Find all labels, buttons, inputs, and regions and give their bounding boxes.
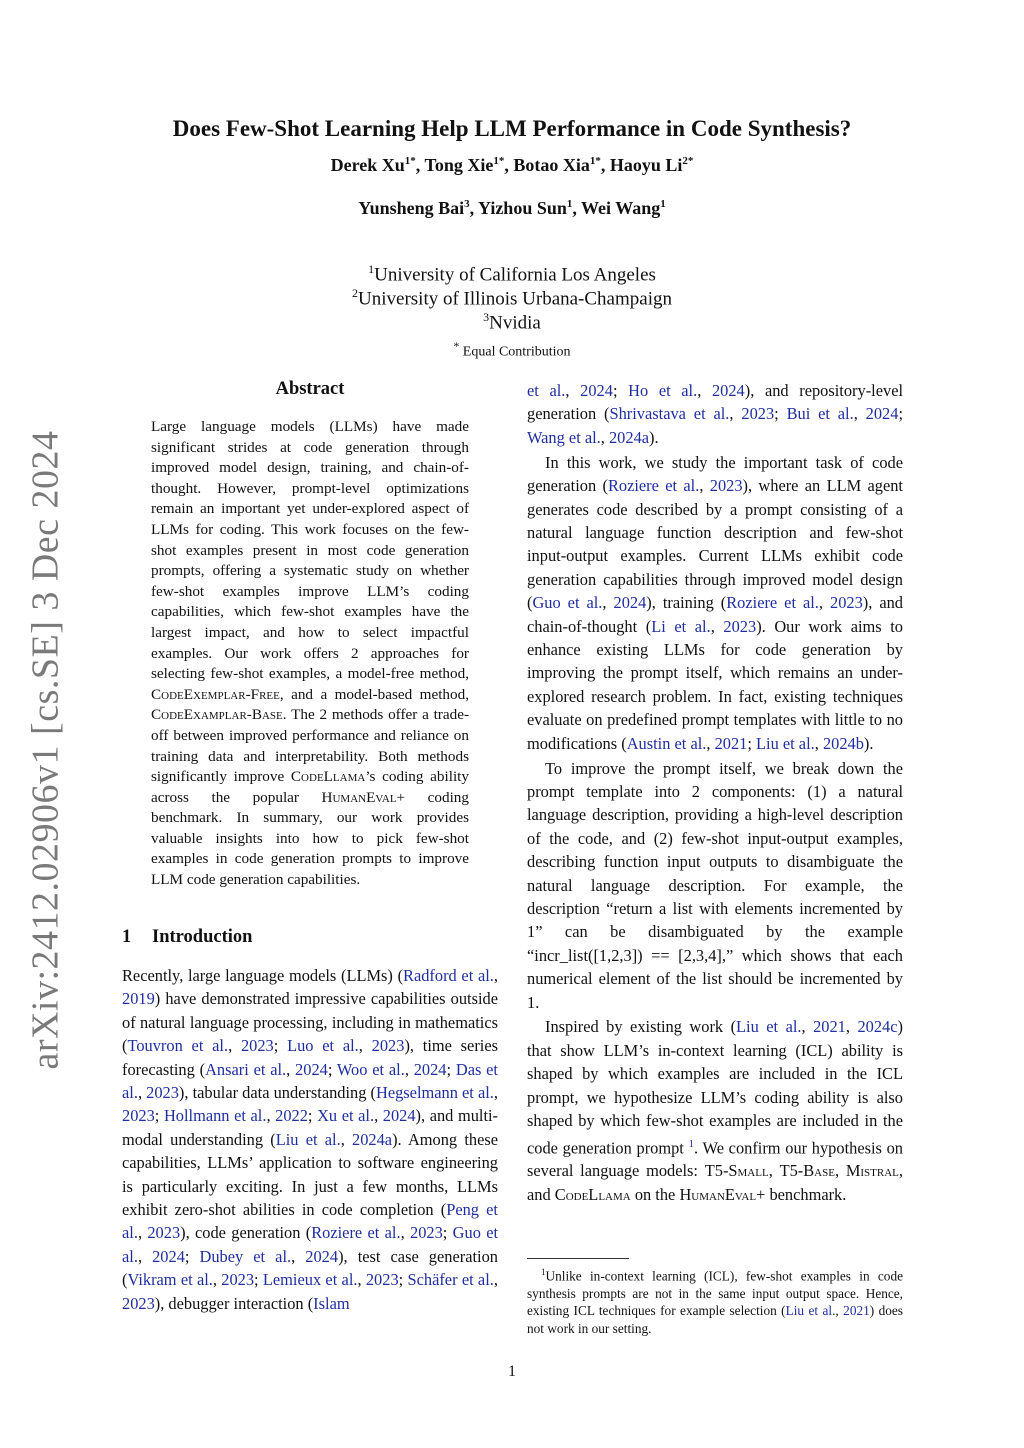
text-run: , and bbox=[527, 1161, 903, 1204]
text-run: ; bbox=[398, 1270, 408, 1290]
text-run: , bbox=[834, 1161, 846, 1181]
text-run: , bbox=[358, 1036, 372, 1056]
citation-link[interactable]: 2023 bbox=[122, 1106, 155, 1126]
text-run: Large language models (LLMs) have made significant strides at code generation through improved model design, training, and chain-of-thought. However, prompt-level optimizations remain an important yet under-explored aspect of LLMs for coding. This work focuses on the few-shot examples present in most code generation prompts, offering a systematic study on whether few-shot examples improve LLM’s coding capabilities, which few-shot examples have the largest impact, and how to select impactful examples. Our work offers 2 approaches for selecting few-shot examples, a model-free method, bbox=[151, 418, 469, 683]
author-name: Yizhou Sun bbox=[477, 198, 567, 218]
text-run: ), where an LLM agent generates code described by a prompt consisting of a natural language function description and few-shot input-output examples. Current LLMs exhibit code generation capabilities through improved model design ( bbox=[527, 476, 903, 613]
text-run: ), and repository-level generation ( bbox=[527, 381, 904, 424]
abstract-body bbox=[151, 417, 469, 891]
citation-link[interactable]: 2024 bbox=[711, 381, 745, 400]
text-run: ; bbox=[327, 1059, 337, 1079]
citation-link[interactable]: 2023 bbox=[741, 404, 775, 424]
citation-link[interactable]: Liu et al. bbox=[275, 1129, 341, 1149]
author-name: Yunsheng Bai bbox=[358, 198, 465, 218]
citation-link[interactable]: 2021 bbox=[813, 1017, 846, 1037]
affiliation-mark: 1 bbox=[368, 262, 375, 276]
citation-link[interactable]: 2021 bbox=[843, 1303, 870, 1319]
text-run: ; bbox=[747, 733, 757, 753]
text-run: , bbox=[404, 1059, 414, 1079]
citation-link[interactable]: Hollmann et al. bbox=[163, 1106, 267, 1126]
citation-link[interactable]: Guo et al. bbox=[532, 593, 603, 613]
citation-link[interactable]: 2024 bbox=[613, 593, 647, 613]
text-run: ), and chain-of-thought ( bbox=[527, 593, 903, 636]
author-affiliation-mark: 1* bbox=[589, 155, 601, 167]
model-name: CodeLlama bbox=[290, 768, 366, 786]
model-name: CodeLlama bbox=[554, 1184, 631, 1204]
text-run: , bbox=[137, 1223, 148, 1243]
affiliation-uiuc bbox=[0, 286, 1024, 310]
author-affiliation-mark: 2* bbox=[682, 155, 694, 167]
citation-link[interactable]: Radford et al. bbox=[403, 966, 494, 985]
text-run: ’s coding ability across the popular bbox=[151, 768, 469, 806]
citation-link[interactable]: 2023 bbox=[122, 1293, 155, 1313]
author-list-line-2 bbox=[0, 198, 1024, 219]
text-run: , bbox=[137, 1246, 153, 1266]
model-name: T5-Base bbox=[779, 1161, 835, 1181]
text-run: Recently, large language models (LLMs) ( bbox=[122, 966, 404, 985]
text-run: benchmark. bbox=[765, 1184, 847, 1204]
affiliation-name: University of Illinois Urbana-Champaign bbox=[358, 288, 672, 310]
author-name: Haoyu Li bbox=[609, 155, 683, 175]
text-run: , bbox=[340, 1129, 353, 1149]
text-run: , bbox=[212, 1270, 222, 1290]
citation-link[interactable]: 2024 bbox=[152, 1246, 185, 1266]
author-separator: , bbox=[415, 155, 425, 175]
citation-link[interactable]: Luo et al. bbox=[287, 1036, 359, 1056]
text-run: , bbox=[600, 427, 609, 447]
text-run: , bbox=[266, 1106, 276, 1126]
citation-link[interactable]: Li et al. bbox=[651, 616, 711, 636]
text-run: Unlike in-context learning (ICL), few-shot examples in code synthesis prompts are not in the same input output space. Hence, existing ICL techniques for example selection ( bbox=[527, 1268, 903, 1319]
citation-link[interactable]: Xu et al. bbox=[317, 1106, 375, 1126]
text-run: , bbox=[493, 1270, 498, 1290]
text-run: ; bbox=[184, 1246, 200, 1266]
text-run: ), debugger interaction ( bbox=[154, 1293, 314, 1313]
citation-link[interactable]: 2024 bbox=[382, 1106, 416, 1126]
affiliation-name: University of California Los Angeles bbox=[374, 264, 656, 286]
citation-link[interactable]: Peng et al. bbox=[122, 1200, 498, 1243]
citation-link[interactable]: 2023 bbox=[365, 1270, 399, 1290]
introduction-paragraph-3 bbox=[527, 757, 903, 1014]
author-separator: , bbox=[504, 155, 514, 175]
citation-link[interactable]: 2024 bbox=[295, 1059, 328, 1079]
text-run: , bbox=[814, 733, 823, 753]
citation-link[interactable]: Dubey et al. bbox=[199, 1246, 292, 1266]
citation-link[interactable]: Hegselmann et al. bbox=[376, 1083, 494, 1103]
citation-link[interactable]: 2023 bbox=[240, 1036, 274, 1056]
citation-link[interactable]: 2023 bbox=[723, 616, 757, 636]
text-run: , bbox=[374, 1106, 383, 1126]
arxiv-identifier-text: arXiv:2412.02906v1 [cs.SE] 3 Dec 2024 bbox=[25, 430, 67, 1070]
citation-link[interactable]: 2024 bbox=[413, 1059, 447, 1079]
text-run: ; bbox=[273, 1036, 288, 1056]
equal-contribution-text: Equal Contribution bbox=[459, 344, 571, 360]
footnote-1 bbox=[527, 1264, 903, 1337]
affiliation-mark: 2 bbox=[352, 286, 359, 300]
text-run: , bbox=[137, 1083, 147, 1103]
citation-link[interactable]: Roziere et al. bbox=[607, 476, 700, 496]
text-run: , bbox=[706, 733, 715, 753]
section-title: Introduction bbox=[152, 927, 253, 947]
citation-link[interactable]: 2023 bbox=[371, 1036, 405, 1056]
text-run: ). Among these capabilities, LLMs’ application to software engineering is particularly exciting. In just a few months, LLMs exhibit zero-shot abilities in code completion ( bbox=[122, 1129, 499, 1220]
paper-title: Does Few-Shot Learning Help LLM Performance in Code Synthesis? bbox=[172, 116, 852, 141]
citation-link[interactable]: Lemieux et al. bbox=[262, 1270, 358, 1290]
text-run: ; bbox=[446, 1059, 456, 1079]
equal-contribution-mark: * bbox=[453, 340, 460, 353]
model-name: Mistral bbox=[845, 1161, 899, 1181]
author-separator: , bbox=[469, 198, 478, 218]
author-separator: , bbox=[572, 198, 582, 218]
citation-link[interactable]: Liu et al. bbox=[736, 1017, 802, 1037]
model-name: HumanEval+ bbox=[679, 1184, 766, 1204]
text-run: , bbox=[357, 1270, 366, 1290]
introduction-paragraph-1-continued bbox=[527, 379, 903, 449]
text-run: 1 bbox=[541, 1267, 546, 1277]
citation-link[interactable]: 2024a bbox=[352, 1129, 393, 1149]
citation-link[interactable]: Das et al. bbox=[122, 1059, 498, 1103]
citation-link[interactable]: 2023 bbox=[147, 1223, 181, 1243]
section-heading-introduction bbox=[122, 927, 502, 948]
text-run: ) that show LLM’s in-context learning (ICL) ability is shaped by which examples are included in the ICL prompt, we hypothesize LLM’s coding ability is also shaped by which few-shot examples are included in the code generation prompt bbox=[527, 1017, 903, 1157]
text-run: , bbox=[818, 593, 830, 613]
text-run: ) have demonstrated impressive capabilities outside of natural language processing, including in mathematics ( bbox=[122, 989, 498, 1056]
text-run: , bbox=[699, 476, 710, 496]
citation-link[interactable]: Guo et al. bbox=[122, 1223, 499, 1266]
text-run: . We confirm our hypothesis on several language models: bbox=[527, 1137, 903, 1181]
text-run: , bbox=[845, 1017, 858, 1037]
section-number: 1 bbox=[122, 927, 132, 947]
text-run: ; bbox=[154, 1106, 164, 1126]
text-run: , bbox=[565, 381, 581, 400]
text-run: , bbox=[697, 381, 712, 400]
text-run: , bbox=[768, 1161, 780, 1181]
citation-link[interactable]: Roziere et al. bbox=[311, 1223, 401, 1243]
text-run: In this work, we study the important task of code generation ( bbox=[527, 452, 903, 496]
citation-link[interactable]: Liu et al. bbox=[756, 733, 815, 753]
text-run: ) does not work in our setting. bbox=[527, 1303, 903, 1336]
text-run: , bbox=[493, 1083, 498, 1103]
text-run: , bbox=[286, 1059, 296, 1079]
model-name: T5-Small bbox=[704, 1161, 769, 1181]
page-number: 1 bbox=[508, 1363, 516, 1380]
citation-link[interactable]: 2023 bbox=[146, 1083, 179, 1103]
model-name: CodeExamplar-Base bbox=[151, 706, 283, 724]
citation-link[interactable]: Touvron et al. bbox=[127, 1036, 229, 1056]
abstract-heading: Abstract bbox=[275, 379, 345, 399]
citation-link[interactable]: Shrivastava et al. bbox=[609, 404, 730, 424]
citation-link[interactable]: 2024 bbox=[580, 381, 613, 400]
text-run: , bbox=[493, 966, 498, 985]
text-run: ; bbox=[254, 1270, 263, 1290]
text-run: . The 2 methods offer a trade-off between improved performance and reliance on training data and interpretability. Both methods significantly improve bbox=[151, 706, 469, 786]
citation-link[interactable]: 2024c bbox=[857, 1017, 898, 1037]
citation-link[interactable]: 2024 bbox=[865, 404, 899, 424]
text-run: ). bbox=[863, 733, 874, 753]
text-run: ; bbox=[442, 1223, 453, 1243]
introduction-paragraph-4 bbox=[527, 1015, 903, 1206]
text-run: , bbox=[729, 404, 742, 424]
arxiv-identifier-stamp bbox=[16, 430, 76, 1070]
citation-link[interactable]: et al. bbox=[527, 381, 566, 400]
affiliation-nvidia bbox=[0, 310, 1024, 334]
author-affiliation-mark: 1* bbox=[493, 155, 505, 167]
text-run: ). Our work aims to enhance existing LLMs for code generation by improving the prompt itself, which remains an under-explored research problem. In fact, existing techniques evaluate on predefined prompt templates with little to no modifications ( bbox=[527, 616, 903, 753]
citation-link[interactable]: Liu et al. bbox=[785, 1303, 836, 1319]
citation-link[interactable]: 2024 bbox=[305, 1246, 339, 1266]
author-name: Botao Xia bbox=[513, 155, 590, 175]
citation-link[interactable]: Ansari et al. bbox=[205, 1059, 287, 1079]
text-run: , bbox=[801, 1017, 814, 1037]
text-run: , bbox=[853, 404, 866, 424]
text-run: , and a model-based method, bbox=[279, 685, 469, 703]
introduction-paragraph-2 bbox=[527, 451, 903, 755]
citation-link[interactable]: Vikram et al. bbox=[127, 1270, 213, 1290]
affiliation-name: Nvidia bbox=[489, 312, 541, 334]
model-name: CodeExemplar-Free bbox=[151, 685, 280, 703]
text-run: , bbox=[228, 1036, 241, 1056]
text-run: ; bbox=[307, 1106, 318, 1126]
text-run: ), code generation ( bbox=[180, 1223, 312, 1243]
text-run: ), and multi-modal understanding ( bbox=[122, 1106, 499, 1149]
text-run: on the bbox=[630, 1184, 680, 1204]
citation-link[interactable]: Ho et al. bbox=[628, 381, 698, 400]
text-run: , bbox=[602, 593, 614, 613]
citation-link[interactable]: Schäfer et al. bbox=[407, 1270, 494, 1290]
text-run: , bbox=[400, 1223, 410, 1243]
author-name: Wei Wang bbox=[581, 198, 661, 218]
author-affiliation-mark: 3 bbox=[464, 198, 470, 210]
citation-link[interactable]: 2024a bbox=[608, 427, 650, 447]
introduction-paragraph-1 bbox=[122, 964, 498, 1315]
text-run: , bbox=[291, 1246, 306, 1266]
citation-link[interactable]: 2024b bbox=[822, 733, 864, 753]
citation-link[interactable]: Roziere et al. bbox=[726, 593, 819, 613]
model-name: HumanEval+ bbox=[321, 788, 406, 806]
author-name: Derek Xu bbox=[330, 155, 405, 175]
citation-link[interactable]: 2022 bbox=[275, 1106, 308, 1126]
text-run: ), training ( bbox=[646, 593, 727, 613]
citation-link[interactable]: Bui et al. bbox=[786, 404, 854, 424]
citation-link[interactable]: 2023 bbox=[410, 1223, 443, 1243]
citation-link[interactable]: Wang et al. bbox=[527, 427, 601, 447]
citation-link[interactable]: 2021 bbox=[714, 733, 748, 753]
text-run: ), test case generation ( bbox=[122, 1246, 498, 1290]
footnote-divider bbox=[527, 1258, 629, 1259]
text-run: Inspired by existing work ( bbox=[545, 1017, 737, 1037]
citation-link[interactable]: 1 bbox=[688, 1137, 695, 1150]
equal-contribution-note bbox=[0, 340, 1024, 361]
author-affiliation-mark: 1 bbox=[566, 198, 573, 210]
author-name: Tong Xie bbox=[424, 155, 494, 175]
citation-link[interactable]: 2023 bbox=[221, 1270, 255, 1290]
author-separator: , bbox=[600, 155, 610, 175]
text-run: To improve the prompt itself, we break down the prompt template into 2 components: (1) a natural language description, providing a high-level description of the code, and (2) few-shot input-output examples, describing function input outputs to disambiguate the natural language description. For example, the description “return a list with elements incremented by 1” can be disambiguated by the example “incr_list([1,2,3]) == [2,3,4],” which shows that each numerical element of the list should be incremented by 1. bbox=[527, 758, 903, 1012]
text-run: ; bbox=[612, 381, 629, 400]
text-run: ), tabular data understanding ( bbox=[178, 1083, 376, 1103]
text-run: ), time series forecasting ( bbox=[122, 1036, 498, 1079]
citation-link[interactable]: Woo et al. bbox=[336, 1059, 405, 1079]
author-affiliation-mark: 1* bbox=[404, 155, 416, 167]
citation-link[interactable]: 2023 bbox=[830, 593, 863, 613]
citation-link[interactable]: 2019 bbox=[122, 989, 155, 1009]
text-run: ; bbox=[898, 404, 903, 424]
author-affiliation-mark: 1 bbox=[660, 198, 666, 210]
citation-link[interactable]: Islam bbox=[313, 1293, 350, 1313]
text-run: ; bbox=[774, 404, 787, 424]
author-list-line-1 bbox=[0, 155, 1024, 176]
affiliation-ucla bbox=[0, 262, 1024, 286]
affiliation-mark: 3 bbox=[483, 310, 490, 324]
text-run: , bbox=[710, 616, 724, 636]
text-run: coding benchmark. In summary, our work provides valuable insights into how to pick few-shot examples in code generation prompts to improve LLM code generation capabilities. bbox=[151, 788, 469, 889]
right-column bbox=[527, 379, 903, 1208]
citation-link[interactable]: 2023 bbox=[709, 476, 743, 496]
citation-link[interactable]: Austin et al. bbox=[626, 733, 707, 753]
text-run: , bbox=[835, 1303, 844, 1319]
text-run: ). bbox=[649, 427, 659, 447]
